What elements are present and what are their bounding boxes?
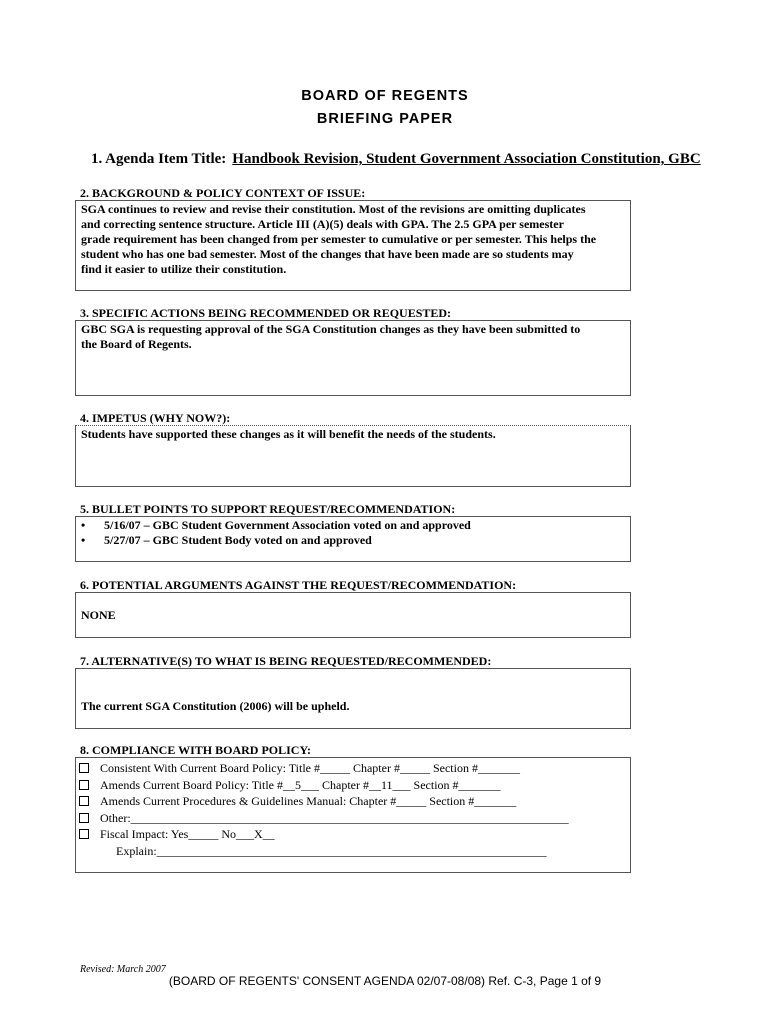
compliance-fiscal-impact: [76, 826, 630, 843]
checkbox[interactable]: [79, 796, 89, 806]
header-line-2: BRIEFING PAPER: [316, 111, 454, 127]
checkbox[interactable]: [79, 813, 89, 823]
compliance-consistent: [76, 760, 630, 777]
text-line: GBC SGA is requesting approval of the SGA Constitution changes as they have been submitted to: [81, 322, 581, 336]
text-line: Students have supported these changes as it will benefit the needs of the students.: [81, 427, 496, 441]
checkbox[interactable]: [79, 763, 89, 773]
section-2-text: [76, 201, 630, 278]
agenda-value: Handbook Revision, Student Government Association Constitution, GBC: [232, 151, 701, 167]
list-item: [76, 518, 630, 533]
section-5-box: [75, 516, 631, 562]
compliance-text: Consistent With Current Board Policy: Title #_____ Chapter #_____ Section #_______: [100, 761, 520, 775]
revised-date: Revised: March 2007: [80, 964, 166, 975]
section-6-box: [75, 592, 631, 638]
section-6-label: 6. POTENTIAL ARGUMENTS AGAINST THE REQUEST/RECOMMENDATION:: [80, 578, 517, 592]
compliance-text: Amends Current Procedures & Guidelines Manual: Chapter #_____ Section #_______: [100, 794, 517, 808]
text-line: student who has one bad semester. Most of the changes that have been made are so students may: [81, 247, 574, 261]
bullet-icon: •: [81, 518, 86, 532]
compliance-list: [76, 758, 630, 859]
agenda-label: 1. Agenda Item Title:: [91, 151, 227, 167]
list-item: [76, 533, 630, 548]
text-line: grade requirement has been changed from per semester to cumulative or per semester. This helps the: [81, 232, 597, 246]
footer-reference: (BOARD OF REGENTS' CONSENT AGENDA 02/07-08/08) Ref. C-3, Page 1 of 9: [168, 974, 602, 988]
checkbox[interactable]: [79, 780, 89, 790]
compliance-amends-procedures: [76, 793, 630, 810]
section-4-label: 4. IMPETUS (WHY NOW?):: [80, 411, 231, 425]
agenda-item-title: [91, 151, 701, 168]
compliance-explain: Explain:_________________________________________________________________: [116, 843, 547, 858]
section-2-label: 2. BACKGROUND & POLICY CONTEXT OF ISSUE:: [80, 186, 366, 200]
section-3-label: 3. SPECIFIC ACTIONS BEING RECOMMENDED OR REQUESTED:: [80, 306, 452, 320]
text-line: SGA continues to review and revise their constitution. Most of the revisions are omitting duplicates: [81, 202, 586, 216]
section-6-text: NONE: [81, 608, 116, 622]
section-4-text: [76, 426, 630, 443]
compliance-amends-policy: [76, 777, 630, 794]
bullet-list: [76, 517, 630, 548]
header-line-1: BOARD OF REGENTS: [301, 88, 469, 104]
compliance-text: Amends Current Board Policy: Title #__5___ Chapter #__11___ Section #_______: [100, 777, 501, 792]
text-line: and correcting sentence structure. Article III (A)(5) deals with GPA. The 2.5 GPA per semester: [81, 217, 564, 231]
text-line: find it easier to utilize their constitution.: [81, 262, 287, 276]
compliance-other: [76, 810, 630, 827]
section-7-box: [75, 668, 631, 729]
checkbox[interactable]: [79, 829, 89, 839]
section-8-label: 8. COMPLIANCE WITH BOARD POLICY:: [80, 743, 312, 757]
section-8-box: [75, 757, 631, 873]
bullet-text: 5/16/07 – GBC Student Government Association voted on and approved: [104, 518, 471, 532]
section-3-box: [75, 320, 631, 396]
compliance-text: Other:_________________________________________________________________________: [100, 810, 569, 825]
section-7-text: The current SGA Constitution (2006) will be upheld.: [81, 699, 350, 713]
section-5-label: 5. BULLET POINTS TO SUPPORT REQUEST/RECOMMENDATION:: [80, 502, 456, 516]
bullet-text: 5/27/07 – GBC Student Body voted on and approved: [104, 533, 372, 547]
compliance-text: Fiscal Impact: Yes_____ No___X__: [100, 827, 275, 841]
section-4-box: [75, 425, 631, 487]
text-line: the Board of Regents.: [81, 337, 192, 351]
bullet-icon: •: [81, 533, 86, 547]
section-7-label: 7. ALTERNATIVE(S) TO WHAT IS BEING REQUESTED/RECOMMENDED:: [80, 654, 492, 668]
section-2-box: [75, 200, 631, 291]
section-3-text: [76, 321, 630, 353]
